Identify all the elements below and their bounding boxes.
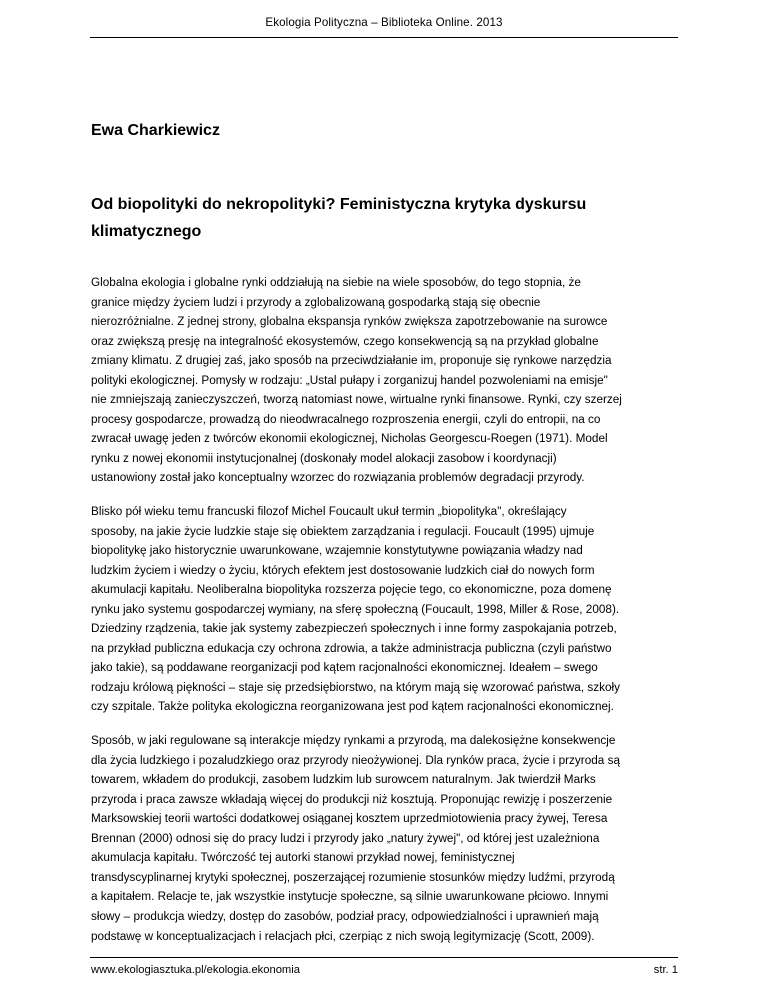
text-line: akumulacji kapitału. Neoliberalna biopolityka rozszerza pojęcie tego, co ekonomiczne, poza domenę — [91, 583, 612, 597]
text-line: granice między życiem ludzi i przyrody a zglobalizowaną gospodarką stają się obecnie — [91, 295, 541, 309]
article-title: Od biopolityki do nekropolityki? Feministyczna krytyka dyskursu klimatycznego — [91, 196, 587, 240]
paragraph — [91, 502, 680, 717]
text-line: procesy gospodarcze, prowadzą do nieodwracalnego rozproszenia energii, czyli do entropii, na co — [91, 412, 601, 426]
text-line: biopolitykę jako historycznie uwarunkowane, wzajemnie konstytutywne powiązania władzy nad — [91, 544, 583, 558]
paragraph — [91, 273, 680, 488]
text-line: na przykład publiczna edukacja czy ochrona zdrowia, a także administracja publiczna (czyli państwo — [91, 641, 612, 655]
text-line: towarem, wkładem do produkcji, zasobem ludzkim lub surowcem naturalnym. Jak twierdził Marks — [91, 773, 596, 787]
page-header: Ekologia Polityczna – Biblioteka Online. 2013 — [265, 16, 503, 29]
text-line: rynku z nowej ekonomii instytucjonalnej (doskonały model alokacji zasobow i koordynacji) — [91, 451, 557, 465]
text-line: Sposób, w jaki regulowane są interakcje między rynkami a przyrodą, ma dalekosiężne konsekwencje — [91, 734, 616, 748]
text-line: jako takie), są poddawane reorganizacji pod kątem racjonalności ekonomicznej. Ideałem – swego — [91, 661, 598, 675]
text-line: rynku jako systemu gospodarczej wymiany, na sferę społeczną (Foucault, 1998, Miller & Rose, 2008). — [91, 602, 620, 616]
text-line: zmiany klimatu. Z drugiej zaś, jako sposób na przeciwdziałanie im, proponuje się rynkowe narzędzia — [91, 354, 612, 368]
text-line: Brennan (2000) odnosi się do pracy ludzi i przyrody jako „natury żywej", od której jest uzależniona — [91, 831, 600, 845]
text-line: ludzkim życiem i wiedzy o życiu, których efektem jest dostosowanie ludzkich ciał do nowych form — [91, 563, 595, 577]
text-line: polityki ekologicznej. Pomysły w rodzaju: „Ustal pułapy i zorganizuj handel pozwoleniami na emisje" — [91, 373, 608, 387]
text-line: przyroda i praca zawsze wkładają więcej do produkcji niż kosztują. Proponując rewizję i poszerzenie — [91, 792, 613, 806]
text-line: akumulacja kapitału. Twórczość tej autorki stanowi przykład nowej, feministycznej — [91, 851, 515, 865]
author-name: Ewa Charkiewicz — [91, 122, 220, 139]
text-line: czy szpitale. Także polityka ekologiczna reorganizowana jest pod kątem racjonalności ekonomicznej. — [91, 700, 614, 714]
text-line: Blisko pół wieku temu francuski filozof Michel Foucault ukuł termin „biopolityka", określający — [91, 505, 567, 519]
text-line: Marksowskiej teorii wartości dodatkowej osiąganej kosztem uprzedmiotowienia pracy żywej, Teresa — [91, 812, 608, 826]
text-line: rodzaju królową piękności – staje się przedsiębiorstwo, na którym mają się wzorować państwa, szkoły — [91, 680, 620, 694]
text-line: słowy – produkcja wiedzy, dostęp do zasobów, podział pracy, odpowiedzialności i uprawnień mają — [91, 909, 599, 923]
text-line: a kapitałem. Relacje te, jak wszystkie instytucje społeczne, są silnie uwarunkowane płciowo. Innymi — [91, 890, 609, 904]
page-number: str. 1 — [653, 964, 678, 976]
text-line: podstawę w konceptualizacjach i relacjach płci, czerpiąc z nich swoją legitymizację (Scott, 2009). — [91, 929, 595, 943]
text-line: oraz zwiększą presję na integralność ekosystemów, czego konsekwencją są na przykład globalne — [91, 334, 599, 348]
text-line: zwracał uwagę jeden z twórców ekonomii ekologicznej, Nicholas Georgescu-Roegen (1971). Model — [91, 432, 608, 446]
paragraph — [91, 731, 680, 946]
article-body — [91, 273, 680, 960]
footer-url-link[interactable]: www.ekologiasztuka.pl/ekologia.ekonomia — [91, 964, 300, 976]
text-line: ustanowiony został jako konceptualny wzorzec do rozwiązania problemów degradacji przyrody. — [91, 471, 585, 485]
text-line: Globalna ekologia i globalne rynki oddziałują na siebie na wiele sposobów, do tego stopnia, że — [91, 276, 581, 289]
text-line: Dziedziny rządzenia, takie jak systemy zabezpieczeń społecznych i inne formy zaspokajania potrzeb, — [91, 622, 617, 636]
text-line: transdyscyplinarnej krytyki społecznej, poszerzającej rozumienie stosunków między ludźmi, przyrodą — [91, 870, 615, 884]
text-line: nie zmniejszają zanieczyszczeń, tworzą natomiast nowe, wirtualne rynki finansowe. Rynki, czy szerzej — [91, 393, 622, 407]
footer-divider — [90, 957, 678, 958]
header-divider — [90, 37, 678, 38]
text-line: sposoby, na jakie życie ludzkie staje się obiektem zarządzania i regulacji. Foucault (1995) ujmuje — [91, 524, 595, 538]
text-line: nierozróżnialne. Z jednej strony, globalna ekspansja rynków zwiększa zapotrzebowanie na surowce — [91, 315, 608, 329]
text-line: dla życia ludzkiego i pozaludzkiego oraz przyrody nieożywionej. Dla rynków praca, życie i przyroda są — [91, 753, 620, 767]
